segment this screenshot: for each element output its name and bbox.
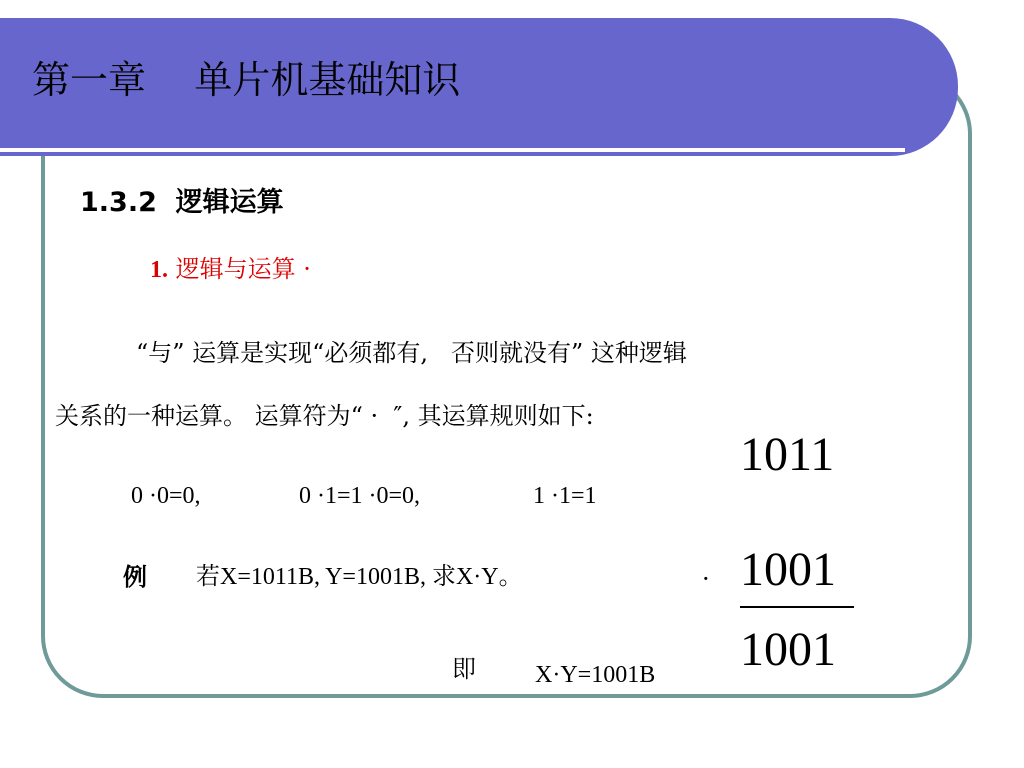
conclusion-text: X·Y=1001B	[535, 662, 656, 688]
calc-operand-2: 1001	[740, 543, 836, 596]
conclusion-prefix: 即	[452, 655, 476, 683]
rule-3: 1 ·1=1	[533, 483, 597, 509]
subsection-heading	[150, 251, 311, 288]
example-label: 例	[123, 562, 147, 591]
calc-operand-1: 1011	[740, 428, 835, 481]
title-underline	[0, 148, 905, 152]
subsection-title: 逻辑与运算 ·	[168, 255, 311, 283]
calc-result: 1001	[740, 623, 836, 676]
content-frame	[41, 72, 972, 698]
calc-divider	[740, 606, 854, 608]
subsection-number: 1.	[150, 257, 168, 283]
slide-title: 第一章 单片机基础知识	[32, 58, 461, 102]
rule-1: 0 ·0=0,	[131, 483, 201, 509]
section-heading: 1.3.2 逻辑运算	[80, 187, 284, 218]
calc-operator: ·	[702, 565, 710, 593]
example-text: 若X=1011B, Y=1001B, 求X·Y。	[196, 564, 523, 590]
rule-2: 0 ·1=1 ·0=0,	[299, 483, 421, 509]
paragraph-line-2: 关系的一种运算。 运算符为“ · ″, 其运算规则如下:	[55, 402, 594, 430]
paragraph-line-1: “与” 运算是实现“必须都有, 否则就没有” 这种逻辑	[136, 339, 687, 367]
